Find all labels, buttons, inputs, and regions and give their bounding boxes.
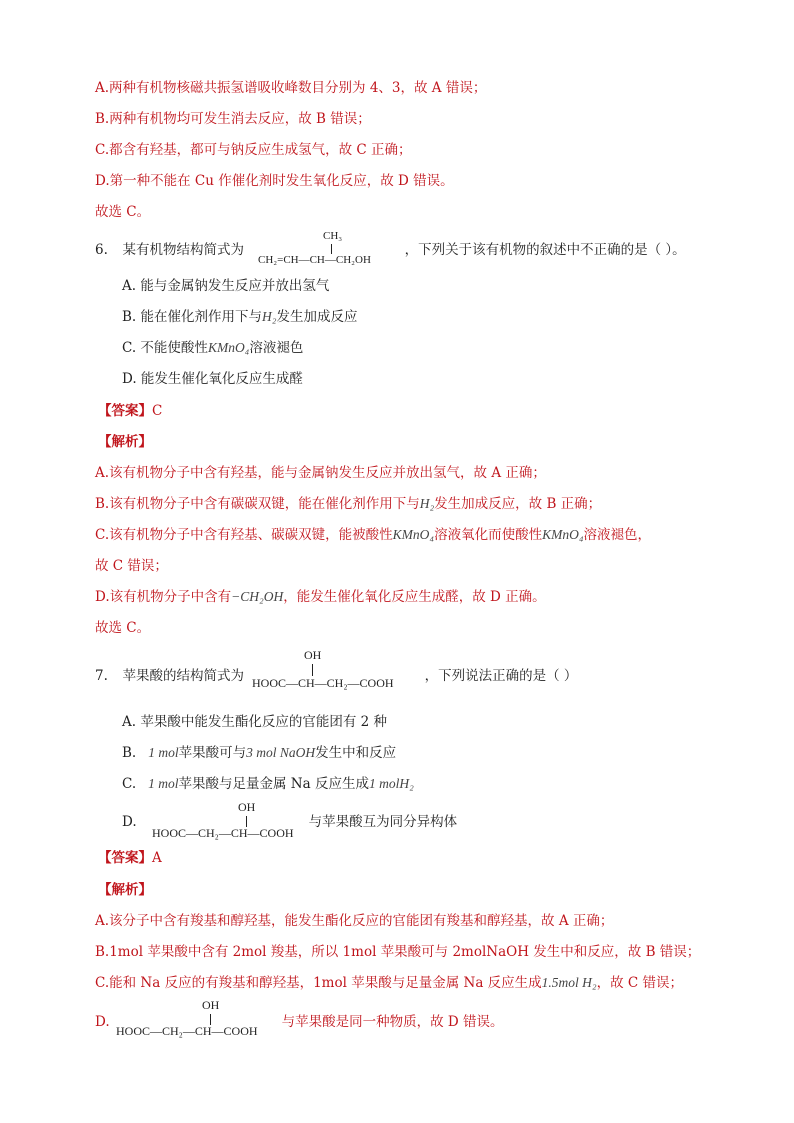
q7-analysis-d-hydroxyl: OH bbox=[202, 998, 220, 1012]
q7-analysis-b: B.1mol 苹果酸中含有 2mol 羧基，所以 1mol 苹果酸可与 2molNaOH 发生中和反应，故 B 错误； bbox=[95, 944, 701, 960]
q6-stem-post: ，下列关于该有机物的叙述中不正确的是（ ）。 bbox=[404, 242, 686, 258]
q7-option-d: D. 与苹果酸互为同分异构体 bbox=[122, 814, 458, 830]
q7-option-d-chain: HOOC—CH₂—CH—COOH bbox=[152, 826, 294, 840]
q7-option-d-structure bbox=[152, 800, 322, 844]
q6-option-b: B. 能在催化剂作用下与H₂发生加成反应 bbox=[122, 309, 358, 325]
q7-analysis-c: C.能和 Na 反应的有羧基和醇羟基，1mol 苹果酸与足量金属 Na 反应生成1.5mol H₂，故 C 错误； bbox=[95, 975, 684, 991]
prev-analysis-b: B.两种有机物均可发生消去反应，故 B 错误； bbox=[95, 111, 371, 127]
prev-analysis-c: C.都含有羟基，都可与钠反应生成氢气，故 C 正确； bbox=[95, 142, 412, 158]
q6-analysis-choice: 故选 C。 bbox=[95, 620, 151, 636]
q7-analysis-tag: 【解析】 bbox=[98, 882, 152, 898]
q6-structure-bond bbox=[331, 244, 332, 254]
q6-option-d: D. 能发生催化氧化反应生成醛 bbox=[122, 371, 303, 387]
q6-structure-chain: CH₂=CH—CH—CH₂OH bbox=[258, 254, 371, 266]
prev-analysis-choice: 故选 C。 bbox=[95, 204, 151, 220]
prev-analysis-d: D.第一种不能在 Cu 作催化剂时发生氧化反应，故 D 错误。 bbox=[95, 173, 454, 189]
q7-structure-chain: HOOC—CH—CH₂—COOH bbox=[252, 676, 394, 690]
q7-structure bbox=[252, 648, 422, 694]
q6-option-c: C. 不能使酸性KMnO₄溶液褪色 bbox=[122, 340, 304, 356]
q6-analysis-b: B.该有机物分子中含有碳碳双键，能在催化剂作用下与H₂发生加成反应，故 B 正确； bbox=[95, 496, 602, 512]
q6-stem-pre: 某有机物结构简式为 bbox=[122, 242, 244, 258]
q7-structure-bond bbox=[312, 664, 313, 676]
q7-analysis-d-structure bbox=[116, 998, 286, 1042]
q6-answer: 【答案】C bbox=[98, 403, 163, 419]
q7-option-d-hydroxyl: OH bbox=[238, 800, 256, 814]
q6-analysis-c-cont: 故 C 错误； bbox=[95, 558, 168, 574]
q7-number: 7. bbox=[95, 668, 108, 684]
q7-stem-pre: 苹果酸的结构简式为 bbox=[122, 668, 244, 684]
q7-analysis-d: D. 与苹果酸是同一种物质，故 D 错误。 bbox=[95, 1014, 504, 1030]
q7-answer: 【答案】A bbox=[98, 850, 162, 866]
prev-analysis-a: A.两种有机物核磁共振氢谱吸收峰数目分别为 4、3，故 A 错误； bbox=[95, 80, 487, 96]
q6-number: 6. bbox=[95, 242, 108, 258]
q6-analysis-c: C.该有机物分子中含有羟基、碳碳双键，能被酸性KMnO₄溶液氧化而使酸性KMnO₄溶液褪色， bbox=[95, 527, 652, 543]
q6-option-a: A. 能与金属钠发生反应并放出氢气 bbox=[122, 278, 330, 294]
q7-option-b: B. 1 mol苹果酸可与3 mol NaOH发生中和反应 bbox=[122, 745, 397, 761]
q6-analysis-d: D.该有机物分子中含有−CH₂OH，能发生催化氧化反应生成醛，故 D 正确。 bbox=[95, 589, 546, 605]
q7-analysis-d-chain: HOOC—CH₂—CH—COOH bbox=[116, 1024, 258, 1038]
q7-analysis-a: A.该分子中含有羧基和醇羟基，能发生酯化反应的官能团有羧基和醇羟基，故 A 正确； bbox=[95, 913, 614, 929]
q7-option-c: C. 1 mol苹果酸与足量金属 Na 反应生成1 molH₂ bbox=[122, 776, 414, 792]
q6-analysis-tag: 【解析】 bbox=[98, 434, 152, 450]
q6-analysis-a: A.该有机物分子中含有羟基，能与金属钠发生反应并放出氢气，故 A 正确； bbox=[95, 465, 546, 481]
q7-stem-post: ，下列说法正确的是（ ） bbox=[424, 668, 578, 684]
q6-structure bbox=[258, 230, 408, 270]
q7-structure-hydroxyl: OH bbox=[304, 648, 322, 662]
q6-structure-methyl: CH₃ bbox=[323, 230, 343, 242]
q7-option-a: A. 苹果酸中能发生酯化反应的官能团有 2 种 bbox=[122, 714, 388, 730]
